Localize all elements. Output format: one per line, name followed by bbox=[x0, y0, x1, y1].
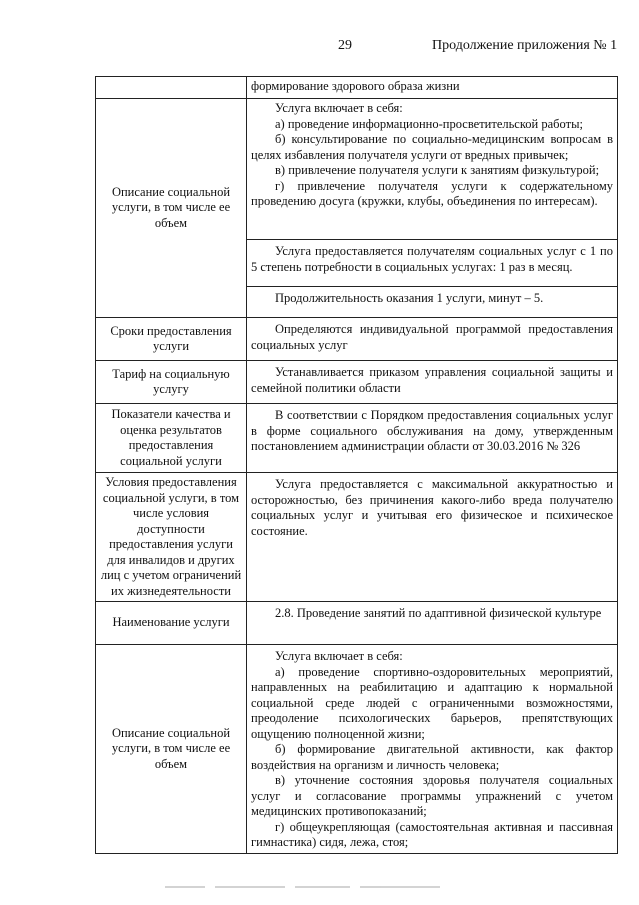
table-row bbox=[96, 645, 618, 854]
cell-text: Услуга предоставляется получателям социальных услуг с 1 по 5 степень потребности в социальных услугах: 1 раз в месяц. bbox=[251, 244, 613, 274]
services-table bbox=[95, 76, 618, 854]
cell-text: б) формирование двигательной активности, как фактор воздействия на организм и личность человека; bbox=[251, 742, 613, 772]
table-row bbox=[96, 602, 618, 645]
row-content bbox=[247, 404, 618, 473]
appendix-label: Продолжение приложения № 1 bbox=[432, 38, 618, 53]
row-content bbox=[247, 318, 618, 361]
table-row bbox=[96, 361, 618, 404]
scan-artifact-marks bbox=[165, 883, 465, 891]
row-content bbox=[247, 77, 618, 99]
cell-text: Услуга включает в себя: bbox=[275, 101, 403, 115]
row-label: Описание социальной услуги, в том числе ее объем bbox=[96, 99, 247, 318]
cell-text: а) проведение информационно-просветительской работы; bbox=[275, 116, 583, 131]
row-label bbox=[96, 77, 247, 99]
table-row bbox=[96, 99, 618, 240]
cell-text: в) привлечение получателя услуги к занятиям физкультурой; bbox=[275, 163, 600, 177]
table-row bbox=[96, 404, 618, 473]
cell-text: Определяются индивидуальной программой предоставления социальных услуг bbox=[251, 322, 613, 352]
cell-text: г) общеукрепляющая (самостоятельная активная и пассивная гимнастика) сидя, лежа, стоя; bbox=[251, 819, 613, 849]
cell-text: Устанавливается приказом управления социальной защиты и семейной политики области bbox=[251, 365, 613, 395]
row-content bbox=[247, 602, 618, 645]
row-label: Сроки предоставления услуги bbox=[96, 318, 247, 361]
cell-text: В соответствии с Порядком предоставления социальных услуг в форме социального обслуживания на дому, утвержденным постановлением администрации области от 30.03.2016 № 326 bbox=[251, 408, 613, 453]
row-label: Описание социальной услуги, в том числе ее объем bbox=[96, 645, 247, 854]
row-content bbox=[247, 99, 618, 240]
cell-text: формирование здорового образа жизни bbox=[251, 79, 460, 93]
row-content bbox=[247, 645, 618, 854]
cell-text: г) привлечение получателя услуги к содержательному проведению досуга (кружки, клубы, объединения по интересам). bbox=[251, 178, 613, 208]
cell-text: Услуга предоставляется с максимальной аккуратностью и осторожностью, без причинения какого-либо вреда получателю социальных услуг и учитывая его физическое и психическое состояние. bbox=[251, 477, 613, 538]
cell-text: 2.8. Проведение занятий по адаптивной физической культуре bbox=[275, 606, 602, 620]
table-row bbox=[96, 77, 618, 99]
row-label: Тариф на социальную услугу bbox=[96, 361, 247, 404]
row-label: Показатели качества и оценка результатов предоставления социальной услуги bbox=[96, 404, 247, 473]
cell-text: б) консультирование по социально-медицинским вопросам в целях избавления получателя услуги от вредных привычек; bbox=[251, 132, 613, 162]
row-label: Условия предоставления социальной услуги, в том числе условия доступности предоставления услуги для инвалидов и других лиц с учетом ограничений их жизнедеятельности bbox=[96, 473, 247, 602]
row-label: Наименование услуги bbox=[96, 602, 247, 645]
row-content bbox=[247, 240, 618, 287]
cell-text: Услуга включает в себя: bbox=[275, 649, 403, 663]
row-content bbox=[247, 287, 618, 318]
row-content bbox=[247, 473, 618, 602]
row-content bbox=[247, 361, 618, 404]
table-row bbox=[96, 473, 618, 602]
table-row bbox=[96, 318, 618, 361]
cell-text: в) уточнение состояния здоровья получателя социальных услуг и согласование программы упражнений с учетом медицинских противопоказаний; bbox=[251, 773, 613, 818]
cell-text: Продолжительность оказания 1 услуги, минут – 5. bbox=[275, 291, 544, 305]
page-number: 29 bbox=[338, 38, 352, 53]
cell-text: а) проведение спортивно-оздоровительных мероприятий, направленных на реабилитацию и адаптацию к нормальной социальной среде людей с ограниченными возможностями, преодоление психологических барьеров, препятствующих ощущению полноценной жизни; bbox=[251, 664, 613, 741]
